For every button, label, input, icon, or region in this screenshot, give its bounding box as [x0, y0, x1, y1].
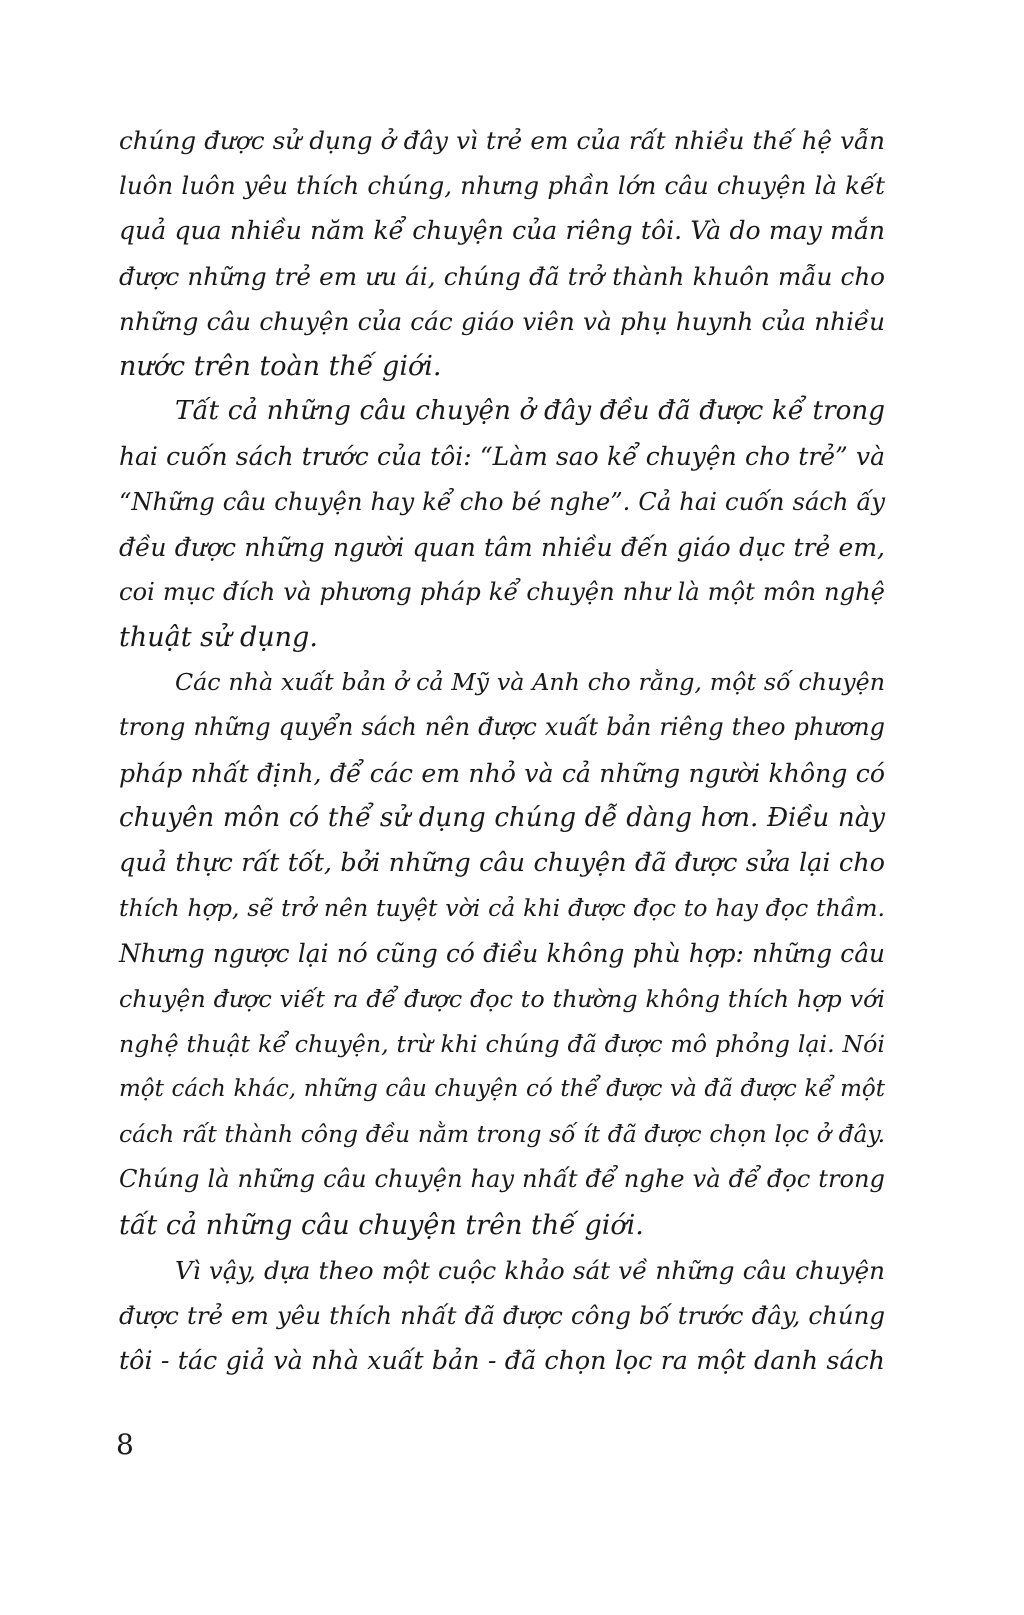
text-line: thích hợp, sẽ trở nên tuyệt vời cả khi được đọc to hay đọc thầm. — [119, 894, 885, 923]
text-line: Chúng là những câu chuyện hay nhất để nghe và để đọc trong — [119, 1165, 885, 1194]
text-line: được những trẻ em ưu ái, chúng đã trở thành khuôn mẫu cho — [119, 261, 885, 291]
text-line: nước trên toàn thế giới. — [119, 350, 442, 382]
text-line: chuyện được viết ra để được đọc to thường không thích hợp với — [119, 984, 885, 1013]
paragraph-3 — [119, 660, 885, 1247]
text-line: cách rất thành công đều nằm trong số ít đã được chọn lọc ở đây. — [119, 1120, 885, 1149]
paragraph-2 — [119, 389, 885, 660]
text-line: chuyên môn có thể sử dụng chúng dễ dàng hơn. Điều này — [119, 802, 885, 833]
text-line: trong những quyển sách nên được xuất bản riêng theo phương — [119, 713, 885, 742]
text-line: quả thực rất tốt, bởi những câu chuyện đã được sửa lại cho — [119, 848, 885, 878]
paragraph-1 — [119, 118, 885, 389]
text-line: coi mục đích và phương pháp kể chuyện như là một môn nghệ — [119, 577, 885, 606]
text-line: nghệ thuật kể chuyện, trừ khi chúng đã được mô phỏng lại. Nói — [119, 1029, 885, 1058]
page-number: 8 — [116, 1428, 134, 1461]
text-line: Vì vậy, dựa theo một cuộc khảo sát về những câu chuyện — [175, 1255, 885, 1285]
paragraph-4 — [119, 1248, 885, 1384]
text-line: Các nhà xuất bản ở cả Mỹ và Anh cho rằng, một số chuyện — [175, 668, 885, 697]
text-line: được trẻ em yêu thích nhất đã được công bố trước đây, chúng — [119, 1300, 885, 1330]
text-line: tất cả những câu chuyện trên thế giới. — [119, 1209, 644, 1241]
text-line: Tất cả những câu chuyện ở đây đều đã được kể trong — [175, 396, 885, 427]
text-line: tôi - tác giả và nhà xuất bản - đã chọn lọc ra một danh sách — [119, 1345, 885, 1376]
text-line: hai cuốn sách trước của tôi: “Làm sao kể chuyện cho trẻ” và — [119, 442, 885, 472]
text-line: Nhưng ngược lại nó cũng có điều không phù hợp: những câu — [119, 939, 885, 969]
text-line: đều được những người quan tâm nhiều đến giáo dục trẻ em, — [119, 532, 885, 562]
text-line: “Những câu chuyện hay kể cho bé nghe”. Cả hai cuốn sách ấy — [119, 487, 885, 516]
text-line: pháp nhất định, để các em nhỏ và cả những người không có — [119, 758, 885, 788]
text-line: một cách khác, những câu chuyện có thể được và đã được kể một — [119, 1075, 885, 1102]
text-line: những câu chuyện của các giáo viên và phụ huynh của nhiều — [119, 306, 885, 336]
text-line: quả qua nhiều năm kể chuyện của riêng tôi. Và do may mắn — [119, 216, 885, 246]
text-line: chúng được sử dụng ở đây vì trẻ em của rất nhiều thế hệ vẫn — [119, 126, 885, 155]
body-text — [119, 118, 885, 1383]
text-line: luôn luôn yêu thích chúng, nhưng phần lớn câu chuyện là kết — [119, 171, 885, 201]
text-line: thuật sử dụng. — [119, 622, 318, 654]
